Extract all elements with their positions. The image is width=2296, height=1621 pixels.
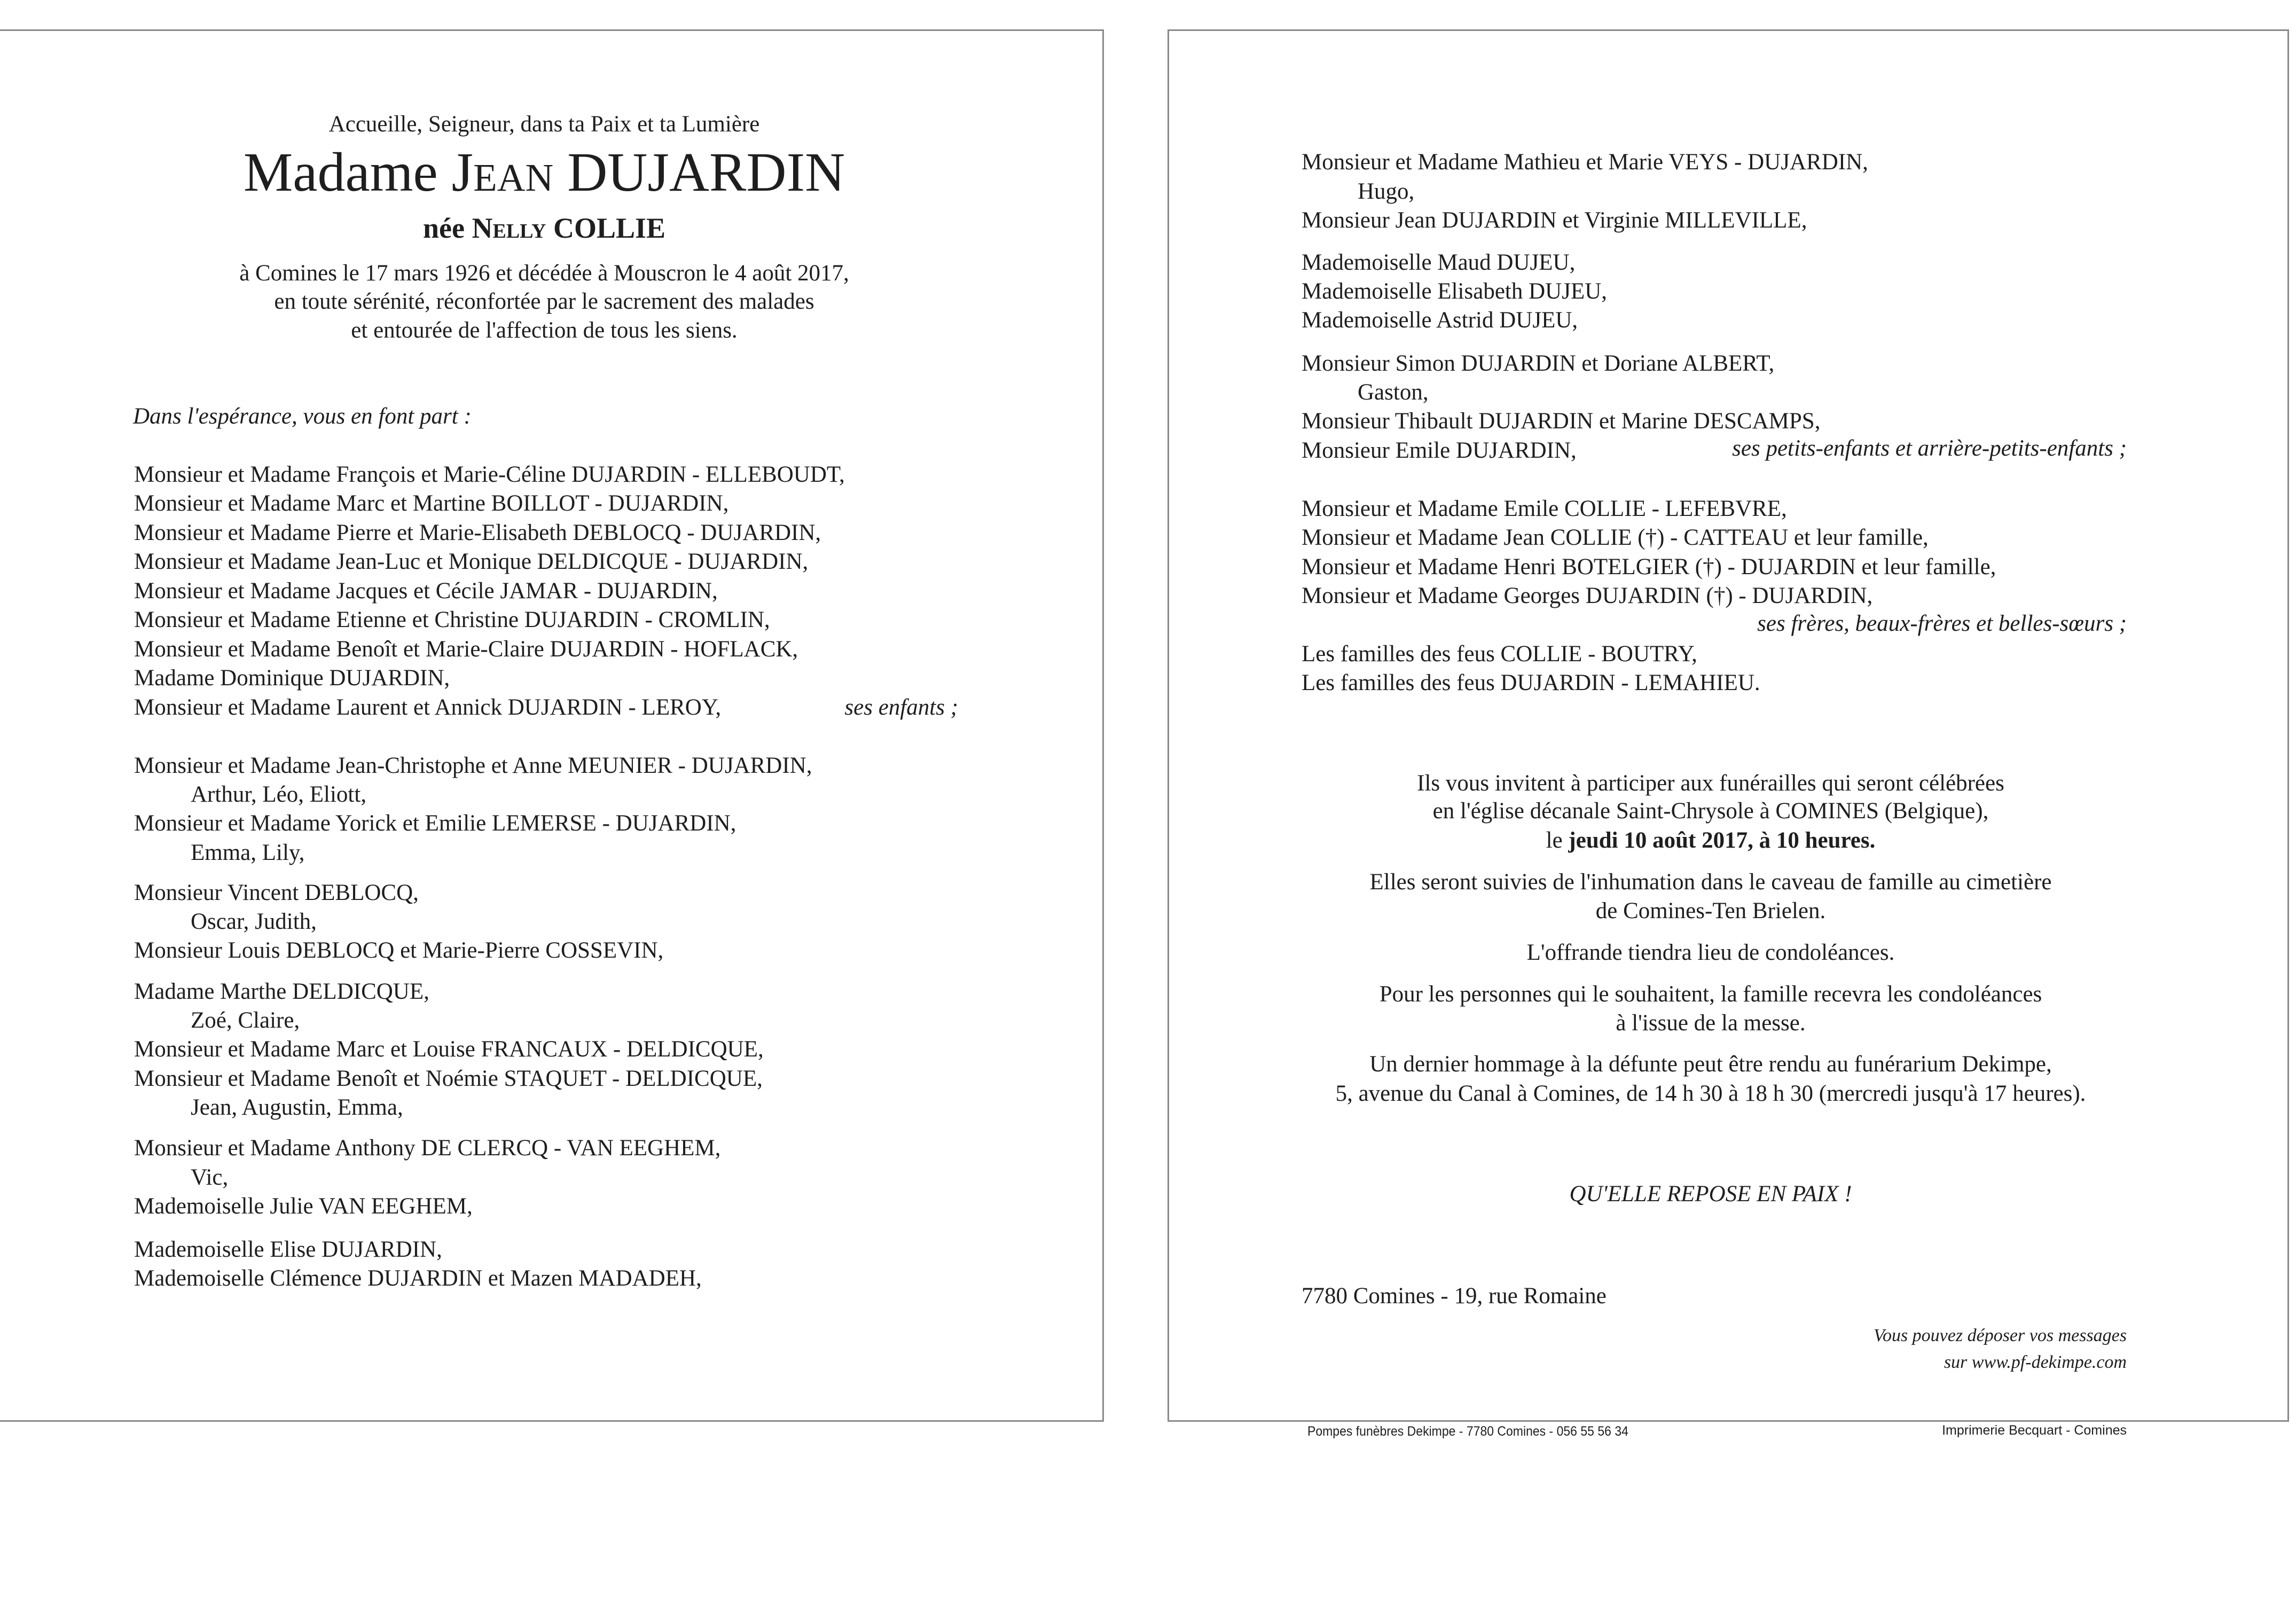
child-entry: Monsieur et Madame Jean-Luc et Monique DELDICQUE - DUJARDIN,: [134, 549, 809, 574]
grandchild-entry: Monsieur Simon DUJARDIN et Doriane ALBERT,: [1302, 351, 1775, 376]
tribute-line: 5, avenue du Canal à Comines, de 14 h 30 à 18 h 30 (mercredi jusqu'à 17 heures).: [1335, 1081, 2086, 1106]
family-entry: Les familles des feus DUJARDIN - LEMAHIEU.: [1302, 670, 1760, 695]
grandchild-entry: Monsieur Emile DUJARDIN,: [1302, 438, 1577, 463]
siblings-label: ses frères, beaux-frères et belles-sœurs ;: [1757, 611, 2127, 636]
grandchild-entry: Monsieur Thibault DUJARDIN et Marine DESCAMPS,: [1302, 409, 1821, 434]
grandchild-entry: Monsieur et Madame Marc et Louise FRANCAUX - DELDICQUE,: [134, 1037, 764, 1062]
child-entry: Madame Dominique DUJARDIN,: [134, 665, 450, 691]
grandchild-entry: Monsieur et Madame Benoît et Noémie STAQUET - DELDICQUE,: [134, 1066, 763, 1091]
address-line: 7780 Comines - 19, rue Romaine: [1302, 1283, 1607, 1309]
website-line: sur www.pf-dekimpe.com: [1944, 1352, 2127, 1372]
sibling-entry: Monsieur et Madame Georges DUJARDIN (†) - DUJARDIN,: [1302, 583, 1873, 608]
printer-footer: Imprimerie Becquart - Comines: [1942, 1423, 2127, 1438]
grandchild-entry: Mademoiselle Julie VAN EEGHEM,: [134, 1194, 473, 1219]
child-entry: Monsieur et Madame Benoît et Marie-Claire DUJARDIN - HOFLACK,: [134, 637, 798, 662]
sibling-entry: Monsieur et Madame Jean COLLIE (†) - CATTEAU et leur famille,: [1302, 525, 1929, 550]
messages-line: Vous pouvez déposer vos messages: [1873, 1326, 2127, 1345]
funeral-location: en l'église décanale Saint-Chrysole à COMINES (Belgique),: [1432, 798, 1989, 824]
offering-line: L'offrande tiendra lieu de condoléances.: [1526, 940, 1895, 965]
sibling-entry: Monsieur et Madame Emile COLLIE - LEFEBVRE,: [1302, 496, 1787, 521]
closing-line: QU'ELLE REPOSE EN PAIX !: [1569, 1181, 1852, 1207]
grandchild-entry: Mademoiselle Elise DUJARDIN,: [134, 1237, 442, 1262]
great-grandchildren-entry: Arthur, Léo, Eliott,: [191, 782, 367, 807]
grandchild-entry: Monsieur et Madame Jean-Christophe et Anne MEUNIER - DUJARDIN,: [134, 753, 812, 778]
great-grandchildren-entry: Hugo,: [1358, 179, 1415, 204]
child-entry: Monsieur et Madame Etienne et Christine DUJARDIN - CROMLIN,: [134, 607, 770, 632]
funeral-date-prefix: le: [1546, 828, 1563, 853]
grandchild-entry: Mademoiselle Astrid DUJEU,: [1302, 308, 1578, 333]
grandchild-entry: Mademoiselle Clémence DUJARDIN et Mazen MADADEH,: [134, 1266, 702, 1291]
maiden-name: [423, 214, 665, 242]
bio-line: et entourée de l'affection de tous les siens.: [351, 318, 738, 343]
great-grandchildren-entry: Emma, Lily,: [191, 840, 305, 865]
child-entry: Monsieur et Madame Laurent et Annick DUJARDIN - LEROY,: [134, 695, 722, 720]
bio-line: en toute sérénité, réconfortée par le sacrement des malades: [274, 289, 814, 314]
great-grandchildren-entry: Jean, Augustin, Emma,: [191, 1095, 403, 1120]
great-grandchildren-entry: Zoé, Claire,: [191, 1008, 300, 1033]
name-prefix: Madame: [243, 142, 438, 203]
name-last: DUJARDIN: [567, 142, 845, 203]
great-grandchildren-entry: Vic,: [191, 1165, 229, 1190]
family-entry: Les familles des feus COLLIE - BOUTRY,: [1302, 641, 1697, 667]
right-card-panel: [1167, 29, 2289, 1422]
sibling-entry: Monsieur et Madame Henri BOTELGIER (†) - DUJARDIN et leur famille,: [1302, 554, 1996, 580]
maiden-last: COLLIE: [553, 212, 666, 244]
intro-line: Dans l'espérance, vous en font part :: [133, 404, 472, 429]
great-grandchildren-entry: Gaston,: [1358, 380, 1429, 405]
funeral-home-footer: [1307, 1425, 1656, 1438]
name-first: Jean: [451, 142, 554, 203]
grandchild-entry: Mademoiselle Elisabeth DUJEU,: [1302, 279, 1608, 304]
grandchild-entry: Madame Marthe DELDICQUE,: [134, 979, 429, 1004]
grandchild-entry: Monsieur Vincent DEBLOCQ,: [134, 880, 419, 905]
grandchildren-label: ses petits-enfants et arrière-petits-enfants ;: [1732, 436, 2127, 461]
funeral-invitation: Ils vous invitent à participer aux funérailles qui seront célébrées: [1417, 771, 2004, 796]
deceased-name: [243, 142, 845, 203]
burial-line: de Comines-Ten Brielen.: [1595, 898, 1826, 923]
grandchild-entry: Monsieur et Madame Mathieu et Marie VEYS - DUJARDIN,: [1302, 150, 1868, 175]
great-grandchildren-entry: Oscar, Judith,: [191, 909, 317, 934]
condolences-line: à l'issue de la messe.: [1616, 1011, 1806, 1036]
child-entry: Monsieur et Madame Pierre et Marie-Elisabeth DEBLOCQ - DUJARDIN,: [134, 520, 821, 545]
child-entry: Monsieur et Madame Marc et Martine BOILLOT - DUJARDIN,: [134, 491, 729, 516]
grandchild-entry: Monsieur Jean DUJARDIN et Virginie MILLEVILLE,: [1302, 208, 1807, 233]
funeral-date: [1546, 829, 1876, 852]
tribute-line: Un dernier hommage à la défunte peut être rendu au funérarium Dekimpe,: [1369, 1052, 2052, 1077]
grandchild-entry: Monsieur et Madame Anthony DE CLERCQ - VAN EEGHEM,: [134, 1136, 721, 1161]
condolences-line: Pour les personnes qui le souhaitent, la famille recevra les condoléances: [1379, 982, 2042, 1007]
children-label: ses enfants ;: [844, 695, 958, 720]
prayer-line: Accueille, Seigneur, dans ta Paix et ta Lumière: [328, 112, 760, 137]
maiden-first: Nelly: [472, 212, 546, 244]
child-entry: Monsieur et Madame François et Marie-Céline DUJARDIN - ELLEBOUDT,: [134, 462, 845, 487]
grandchild-entry: Monsieur Louis DEBLOCQ et Marie-Pierre COSSEVIN,: [134, 938, 664, 963]
child-entry: Monsieur et Madame Jacques et Cécile JAMAR - DUJARDIN,: [134, 578, 718, 604]
grandchild-entry: Monsieur et Madame Yorick et Emilie LEMERSE - DUJARDIN,: [134, 811, 736, 836]
maiden-nee: née: [422, 212, 465, 244]
grandchild-entry: Mademoiselle Maud DUJEU,: [1302, 250, 1576, 275]
funeral-date-value: jeudi 10 août 2017, à 10 heures.: [1568, 828, 1876, 853]
funeral-home-footer-text: Pompes funèbres Dekimpe - 7780 Comines - 056 55 56 34: [1307, 1424, 1628, 1439]
bio-line: à Comines le 17 mars 1926 et décédée à Mouscron le 4 août 2017,: [239, 261, 849, 286]
burial-line: Elles seront suivies de l'inhumation dans le caveau de famille au cimetière: [1369, 870, 2052, 895]
